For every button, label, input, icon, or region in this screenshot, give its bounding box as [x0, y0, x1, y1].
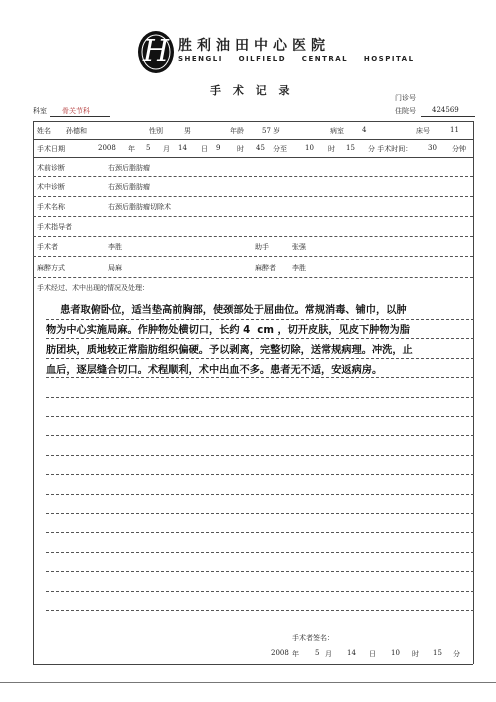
anesthetist-label: 麻醉者 — [255, 264, 276, 272]
signature-label: 手术者签名： — [292, 634, 334, 642]
bed-label: 床号 — [416, 127, 430, 135]
anesthetist-value[interactable]: 李胜 — [292, 264, 306, 272]
table-top-border — [33, 121, 473, 122]
sig-minute-unit: 分 — [453, 650, 460, 658]
sex-value[interactable]: 男 — [184, 127, 191, 135]
pre-diagnosis-label: 术前诊断 — [37, 164, 65, 172]
sig-hour[interactable]: 10 — [391, 649, 400, 657]
op-duration[interactable]: 30 — [428, 144, 437, 152]
sig-day[interactable]: 14 — [347, 649, 356, 657]
hospital-name-cn: 胜利油田中心医院 — [178, 38, 330, 54]
duration-unit: 分钟 — [452, 145, 466, 153]
logo-letter: H — [142, 34, 170, 69]
inpatient-label: 住院号 — [395, 107, 416, 115]
writing-line — [46, 513, 474, 514]
table-right-border — [473, 121, 474, 664]
hour-unit: 时 — [237, 145, 244, 153]
table-bottom-border — [33, 664, 473, 665]
op-end-min[interactable]: 15 — [346, 144, 355, 152]
writing-line — [46, 358, 474, 359]
to-label: 分至 — [273, 145, 287, 153]
department-label: 科室 — [33, 107, 47, 115]
day-unit: 日 — [201, 145, 208, 153]
writing-line — [46, 610, 474, 611]
writing-line — [46, 591, 474, 592]
sig-minute[interactable]: 15 — [433, 649, 442, 657]
writing-line — [46, 416, 474, 417]
op-month[interactable]: 5 — [146, 144, 151, 152]
sig-month[interactable]: 5 — [315, 649, 320, 657]
age-value[interactable]: 57 岁 — [262, 127, 281, 135]
process-line: 患者取俯卧位，适当垫高前胸部，使颈部处于屈曲位。常规消毒、铺巾，以肿 — [46, 305, 407, 316]
writing-line — [46, 377, 474, 378]
writing-line — [46, 552, 474, 553]
op-day[interactable]: 14 — [178, 144, 187, 152]
writing-line — [46, 455, 474, 456]
bed-value[interactable]: 11 — [450, 126, 459, 134]
process-label: 手术经过、术中出现的情况及处理： — [37, 284, 149, 292]
name-label: 姓名 — [37, 127, 51, 135]
process-line: 血后，逐层缝合切口。术程顺利，术中出血不多。患者无不适，安返病房。 — [46, 365, 383, 376]
sig-year-unit: 年 — [292, 650, 299, 658]
writing-line — [46, 474, 474, 475]
hospital-logo — [136, 29, 176, 75]
process-text[interactable] — [46, 301, 474, 381]
table-left-border — [33, 121, 34, 664]
duration-label: 分 手术时间： — [368, 145, 413, 153]
op-end-hour[interactable]: 10 — [305, 144, 314, 152]
anesthesia-value[interactable]: 局麻 — [108, 264, 122, 272]
writing-line — [46, 571, 474, 572]
surgeon-value[interactable]: 李胜 — [108, 243, 122, 251]
surgeon-label: 手术者 — [37, 243, 58, 251]
sig-day-unit: 日 — [369, 650, 376, 658]
doc-title: 手 术 记 录 — [210, 84, 294, 97]
writing-line — [46, 397, 474, 398]
name-value[interactable]: 孙德和 — [66, 127, 87, 135]
age-label: 年龄 — [230, 127, 244, 135]
year-unit: 年 — [128, 145, 135, 153]
writing-line — [46, 494, 474, 495]
writing-line — [46, 435, 474, 436]
writing-line — [46, 338, 474, 339]
ward-label: 病室 — [330, 127, 344, 135]
assistant-value[interactable]: 张强 — [292, 243, 306, 251]
intra-diagnosis-label: 术中诊断 — [37, 183, 65, 191]
hospital-name-en: SHENGLI OILFIELD CENTRAL HOSPITAL — [178, 55, 415, 63]
assistant-label: 助手 — [255, 243, 269, 251]
process-line: 物为中心实施局麻。作肿物处横切口，长约 4 cm ，切开皮肤，见皮下肿物为脂 — [46, 325, 410, 336]
page-bottom-rule — [0, 682, 496, 683]
inpatient-no[interactable]: 424569 — [432, 106, 459, 114]
op-start-min[interactable]: 45 — [256, 144, 265, 152]
hour-unit-2: 时 — [328, 145, 335, 153]
intra-diagnosis-value[interactable]: 右颈后脂肪瘤 — [108, 183, 150, 191]
process-line: 肪团块，质地较正常脂肪组织偏硬。予以剥离，完整切除，送常规病理。冲洗，止 — [46, 345, 413, 356]
writing-line — [46, 319, 474, 320]
writing-line — [46, 532, 474, 533]
sex-label: 性别 — [149, 127, 163, 135]
op-start-hour[interactable]: 9 — [216, 144, 221, 152]
op-year[interactable]: 2008 — [98, 144, 116, 152]
operation-name-value[interactable]: 右颈后脂肪瘤切除术 — [108, 203, 171, 211]
sig-month-unit: 月 — [325, 650, 332, 658]
department-value[interactable]: 骨关节科 — [62, 107, 90, 115]
month-unit: 月 — [163, 145, 170, 153]
instructor-label: 手术指导者 — [37, 223, 72, 231]
operation-name-label: 手术名称 — [37, 203, 65, 211]
pre-diagnosis-value[interactable]: 右颈后脂肪瘤 — [108, 164, 150, 172]
sig-hour-unit: 时 — [412, 650, 419, 658]
sig-year[interactable]: 2008 — [271, 649, 289, 657]
op-date-label: 手术日期 — [37, 145, 65, 153]
ward-value[interactable]: 4 — [362, 126, 367, 134]
outpatient-label: 门诊号 — [395, 94, 416, 102]
anesthesia-label: 麻醉方式 — [37, 264, 65, 272]
